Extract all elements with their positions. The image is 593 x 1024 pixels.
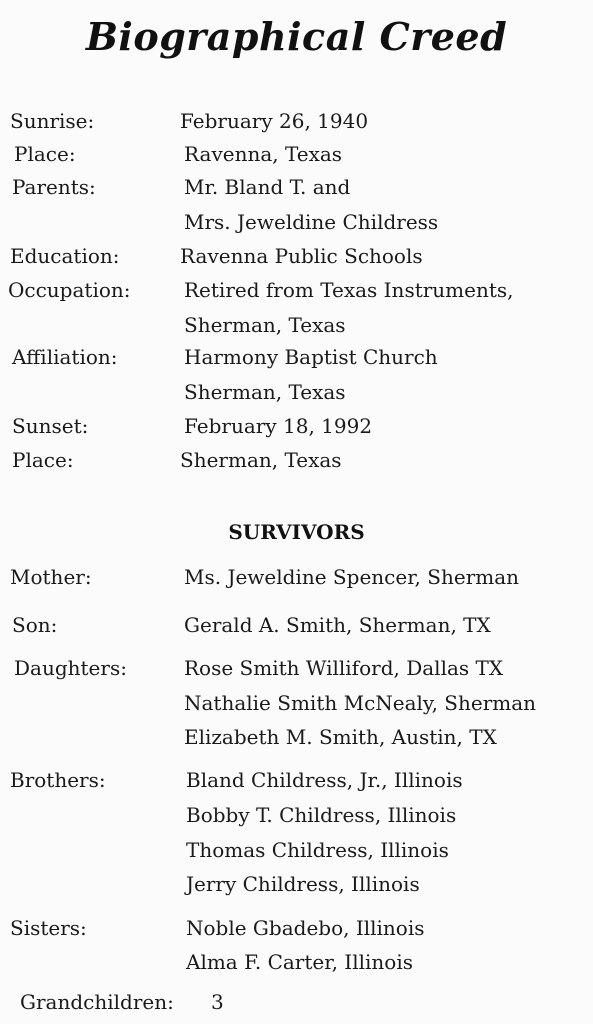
bio-row-occupation <box>0 274 593 306</box>
bio-label: Education: <box>10 244 120 268</box>
bio-label: Occupation: <box>8 278 131 302</box>
grandchildren-row <box>0 986 593 1018</box>
page-title: Biographical Creed <box>85 14 508 59</box>
survivor-label: Daughters: <box>14 656 127 680</box>
survivor-row-daughters <box>0 652 593 684</box>
survivor-row-daughters-2 <box>0 687 593 719</box>
survivor-value: Bobby T. Childress, Illinois <box>186 803 457 827</box>
survivor-row-daughters-3 <box>0 721 593 753</box>
survivor-value: Elizabeth M. Smith, Austin, TX <box>184 725 497 749</box>
survivor-row-brothers <box>0 764 593 796</box>
survivor-label: Sisters: <box>10 916 87 940</box>
survivor-row-brothers-2 <box>0 799 593 831</box>
bio-row-affiliation-cont <box>0 376 593 408</box>
survivor-row-sisters <box>0 912 593 944</box>
survivor-value: Noble Gbadebo, Illinois <box>186 916 425 940</box>
bio-value: Harmony Baptist Church <box>184 345 438 369</box>
bio-label: Place: <box>14 142 76 166</box>
survivor-label: Brothers: <box>10 768 106 792</box>
survivor-row-son <box>0 609 593 641</box>
bio-value: February 18, 1992 <box>184 414 373 438</box>
survivor-value: Alma F. Carter, Illinois <box>186 950 413 974</box>
bio-value: Sherman, Texas <box>184 380 346 404</box>
survivor-label: Son: <box>12 613 58 637</box>
survivor-value: Nathalie Smith McNealy, Sherman <box>184 691 537 715</box>
bio-row-parents-cont <box>0 206 593 238</box>
survivor-value: Gerald A. Smith, Sherman, TX <box>184 613 491 637</box>
bio-row-education <box>0 240 593 272</box>
bio-value: Retired from Texas Instruments, <box>184 278 514 302</box>
bio-value: Sherman, Texas <box>180 448 342 472</box>
bio-label: Place: <box>12 448 74 472</box>
survivor-row-brothers-3 <box>0 834 593 866</box>
survivors-heading: SURVIVORS <box>228 520 365 544</box>
bio-label: Parents: <box>12 175 96 199</box>
survivor-value: Jerry Childress, Illinois <box>186 872 420 896</box>
survivor-value: Bland Childress, Jr., Illinois <box>186 768 463 792</box>
survivor-value: Ms. Jeweldine Spencer, Sherman <box>184 565 520 589</box>
bio-value: Mrs. Jeweldine Childress <box>184 210 439 234</box>
bio-label: Sunset: <box>12 414 89 438</box>
bio-row-occupation-cont <box>0 309 593 341</box>
survivor-row-brothers-4 <box>0 868 593 900</box>
bio-value: Ravenna, Texas <box>184 142 343 166</box>
survivor-label: Mother: <box>10 565 92 589</box>
bio-row-birthplace <box>0 138 593 170</box>
survivor-row-sisters-2 <box>0 946 593 978</box>
bio-row-sunrise <box>0 105 593 137</box>
survivor-value: Thomas Childress, Illinois <box>186 838 449 862</box>
bio-value: Ravenna Public Schools <box>180 244 423 268</box>
grandchildren-label: Grandchildren: <box>20 990 174 1014</box>
bio-row-death-place <box>0 444 593 476</box>
bio-value: Sherman, Texas <box>184 313 346 337</box>
survivor-row-mother <box>0 561 593 593</box>
bio-label: Sunrise: <box>10 109 95 133</box>
bio-value: Mr. Bland T. and <box>184 175 351 199</box>
survivor-value: Rose Smith Williford, Dallas TX <box>184 656 504 680</box>
bio-row-sunset <box>0 410 593 442</box>
bio-row-parents <box>0 171 593 203</box>
bio-row-affiliation <box>0 341 593 373</box>
grandchildren-count: 3 <box>211 990 224 1014</box>
bio-label: Affiliation: <box>12 345 118 369</box>
bio-value: February 26, 1940 <box>180 109 369 133</box>
